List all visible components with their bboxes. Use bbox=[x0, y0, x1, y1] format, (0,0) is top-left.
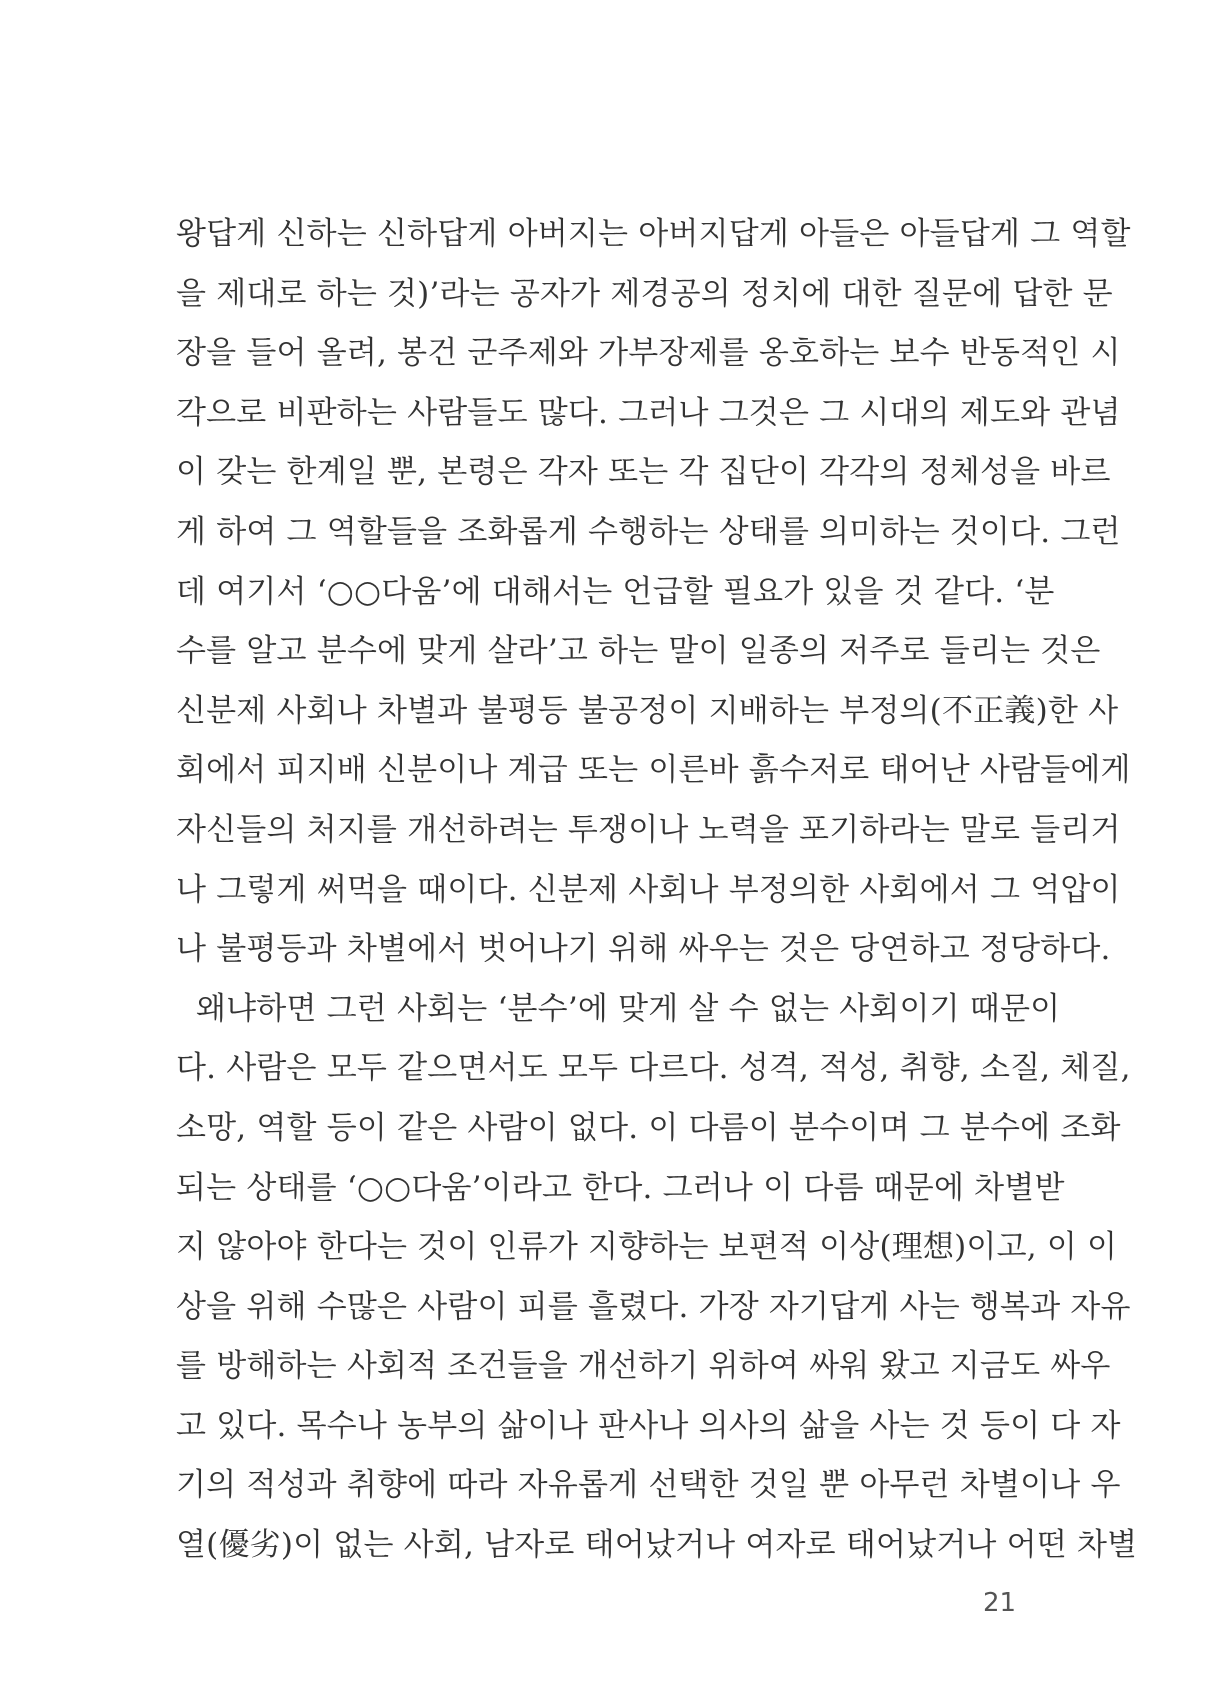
text-line: 를 방해하는 사회적 조건들을 개선하기 위하여 싸워 왔고 지금도 싸우 bbox=[176, 1348, 1111, 1385]
page-number: 21 bbox=[983, 1588, 1017, 1618]
text-line: 상을 위해 수많은 사람이 피를 흘렸다. 가장 자기답게 사는 행복과 자유 bbox=[176, 1288, 1131, 1325]
text-line: 수를 알고 분수에 맞게 살라’고 하는 말이 일종의 저주로 들리는 것은 bbox=[176, 633, 1101, 670]
text-line: 나 그렇게 써먹을 때이다. 신분제 사회나 부정의한 사회에서 그 억압이 bbox=[176, 871, 1121, 908]
text-line: 장을 들어 올려, 봉건 군주제와 가부장제를 옹호하는 보수 반동적인 시 bbox=[176, 335, 1121, 372]
text-line: 게 하여 그 역할들을 조화롭게 수행하는 상태를 의미하는 것이다. 그런 bbox=[176, 513, 1121, 550]
text-line: 자신들의 처지를 개선하려는 투쟁이나 노력을 포기하라는 말로 들리거 bbox=[176, 811, 1121, 848]
text-line: 왕답게 신하는 신하답게 아버지는 아버지답게 아들은 아들답게 그 역할 bbox=[176, 216, 1131, 252]
text-line: 나 불평등과 차별에서 벗어나기 위해 싸우는 것은 당연하고 정당하다. bbox=[176, 931, 1111, 968]
text-line: 소망, 역할 등이 같은 사람이 없다. 이 다름이 분수이며 그 분수에 조화 bbox=[176, 1109, 1121, 1146]
text-line: 각으로 비판하는 사람들도 많다. 그러나 그것은 그 시대의 제도와 관념 bbox=[176, 394, 1121, 431]
text-line: 지 않아야 한다는 것이 인류가 지향하는 보편적 이상(理想)이고, 이 이 bbox=[176, 1229, 1118, 1266]
text-line: 이 갖는 한계일 뿐, 본령은 각자 또는 각 집단이 각각의 정체성을 바르 bbox=[176, 454, 1111, 491]
text-line: 다. 사람은 모두 같으면서도 모두 다르다. 성격, 적성, 취향, 소질, 체질, bbox=[176, 1050, 1131, 1087]
text-line: 기의 적성과 취향에 따라 자유롭게 선택한 것일 뿐 아무런 차별이나 우 bbox=[176, 1467, 1121, 1504]
text-line: 열(優劣)이 없는 사회, 남자로 태어났거나 여자로 태어났거나 어떤 차별 bbox=[176, 1527, 1138, 1564]
text-line-paragraph-start: 왜냐하면 그런 사회는 ‘분수’에 맞게 살 수 없는 사회이기 때문이 bbox=[196, 990, 1061, 1027]
text-line: 고 있다. 목수나 농부의 삶이나 판사나 의사의 삶을 사는 것 등이 다 자 bbox=[176, 1407, 1121, 1444]
text-line: 신분제 사회나 차별과 불평등 불공정이 지배하는 부정의(不正義)한 사 bbox=[176, 692, 1119, 729]
body-text bbox=[176, 205, 1138, 1576]
text-line: 되는 상태를 ‘○○다움’이라고 한다. 그러나 이 다름 때문에 차별받 bbox=[176, 1169, 1065, 1206]
text-line: 을 제대로 하는 것)’라는 공자가 제경공의 정치에 대한 질문에 답한 문 bbox=[176, 275, 1113, 312]
text-line: 회에서 피지배 신분이나 계급 또는 이른바 흙수저로 태어난 사람들에게 bbox=[176, 752, 1131, 789]
text-line: 데 여기서 ‘○○다움’에 대해서는 언급할 필요가 있을 것 같다. ‘분 bbox=[176, 573, 1055, 610]
